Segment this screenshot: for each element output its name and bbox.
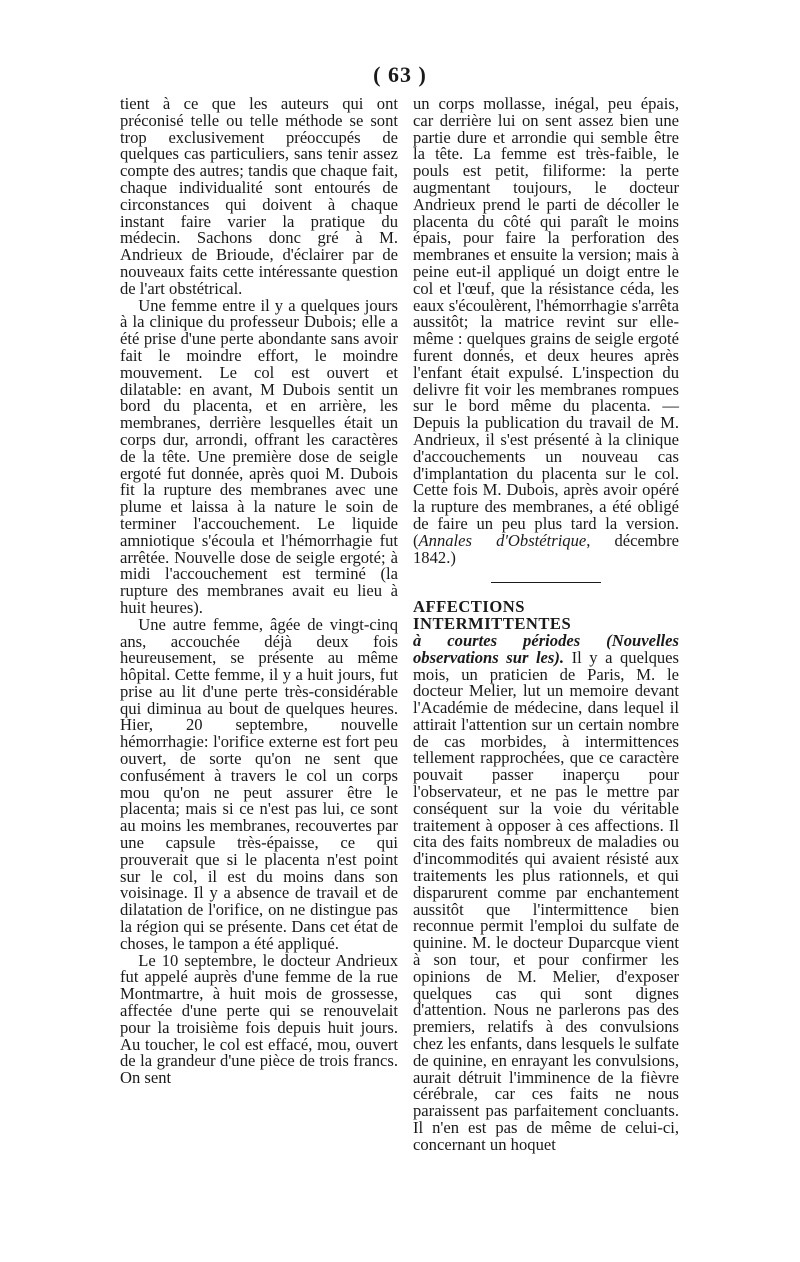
right-paragraph-2 [413,599,679,1153]
left-paragraph-1: tient à ce que les auteurs qui ont préconisé telle ou telle méthode se sont trop exclusivement préoccupés de quelques cas particuliers, sans tenir assez compte des autres; tandis que chaque fait, chaque individualité sont entourés de circonstances qui doivent à chaque instant faire varier la pratique du médecin. Sachons donc gré à M. Andrieux de Brioude, d'éclairer par de nouveaux faits cette intéressante question de l'art obstétrical. [120,94,398,298]
right-paragraph-1-lead: un corps mollasse, inégal, peu épais, car derrière lui on sent assez bien une partie dure et arrondie qui semble être la tête. La femme est très-faible, le pouls est petit, filiforme: la perte augmentant toujours, le docteur Andrieux prend le parti de décoller le placenta du côté qui paraît le moins épais, pour faire la perforation des membranes et ensuite la version; mais à peine eut-il appliqué un doigt entre le col et l'œuf, que la résistance céda, les eaux s'écoulèrent, l'hémorrhagie s'arrêta aussitôt; la matrice revint sur elle-même : quelques grains de seigle ergoté furent donnés, et deux heures après l'enfant était expulsé. L'inspection du delivre fit voir les membranes rompues sur le bord même du placenta. —Depuis la publication du travail de M. Andrieux, il s'est présenté à la clinique d'accouchements un nouveau cas d'implantation du placenta sur le col. Cette fois M. Dubois, après avoir opéré la rupture des membranes, a été obligé de faire un peu plus tard la version. ( [413,94,679,550]
section-subtitle: à courtes périodes (Nouvelles observations sur les). [413,630,679,667]
left-paragraph-4: Le 10 septembre, le docteur Andrieux fut appelé auprès d'une femme de la rue Montmartre, à huit mois de grossesse, affectée d'une perte qui se renouvelait pour la troisième fois depuis huit jours. Au toucher, le col est effacé, mou, ouvert de la grandeur d'une pièce de trois francs. On sent [120,950,398,1088]
right-column [413,96,679,1154]
right-paragraph-1 [413,96,679,566]
page-number: ( 63 ) [373,62,427,87]
right-paragraph-2-body: Il y a quelques mois, un praticien de Paris, M. le docteur Melier, lut un memoire devant l'Académie de médecine, dans lequel il attirait l'attention sur un certain nombre de cas morbides, à intermittences tellement rapprochées, que ce caractère pouvait passer inaperçu pour l'observateur, et ne pas le mettre par conséquent sur la voie du véritable traitement à opposer à ces affections. Il cita des faits nombreux de maladies ou d'incommodités qui avaient résisté aux traitements les plus rationnels, et qui disparurent comme par enchantement aussitôt que l'intermittence bien reconnue permit l'emploi du sulfate de quinine. M. le docteur Duparcque vient à son tour, et pour confirmer les opinions de M. Melier, d'exposer quelques cas qui sont dignes d'attention. Nous ne parlerons pas des premiers, relatifs à des convulsions chez les enfants, dans lesquels le sulfate de quinine, en enrayant les convulsions, aurait détruit l'imminence de la fièvre cérébrale, car ces faits ne nous paraissent pas parfaitement concluants. Il n'en est pas de même de celui-ci, concernant un hoquet [413,647,679,1154]
left-column [120,96,398,1087]
right-paragraph-1-tail: , décembre 1842.) [413,530,679,567]
journal-citation: Annales d'Obstétrique [418,530,587,550]
left-paragraph-3: Une autre femme, âgée de vingt-cinq ans, accouchée déjà deux fois heureusement, se présente au même hôpital. Cette femme, il y a huit jours, fut prise au lit d'une perte très-considérable qui diminua au bout de quelques heures. Hier, 20 septembre, nouvelle hémorrhagie: l'orifice externe est fort peu ouvert, de sorte qu'on ne sent que confusément à travers le col un corps mou qu'on ne peut assurer être le placenta; mais si ce n'est pas lui, ce sont au moins les membranes, recouvertes par une capsule très-épaisse, ce qui prouverait que si le placenta n'est point sur le col, il est du moins dans son voisinage. Il y a absence de travail et de dilatation de l'orifice, on ne distingue pas la région qui se présente. Dans cet état de choses, le tampon a été appliqué. [120,614,398,953]
left-paragraph-2: Une femme entre il y a quelques jours à la clinique du professeur Dubois; elle a été prise d'une perte abondante sans avoir fait le moindre effort, le moindre mouvement. Le col est ouvert et dilatable: en avant, M Dubois sentit un bord du placenta, et en arrière, les membranes, derrière lesquelles était un corps dur, arrondi, offrant les caractères de la tête. Une première dose de seigle ergoté fut donnée, après quoi M. Dubois fit la rupture des membranes avec une plume et laissa à la nature le soin de terminer l'accouchement. Le liquide amniotique s'écoula et l'hémorrhagie fut arrêtée. Nouvelle dose de seigle ergoté; à midi l'accouchement est terminé (la rupture des membranes avait eu lieu à huit heures). [120,295,398,617]
section-divider [491,582,601,583]
section-title: AFFECTIONS INTERMITTENTES [413,597,572,634]
